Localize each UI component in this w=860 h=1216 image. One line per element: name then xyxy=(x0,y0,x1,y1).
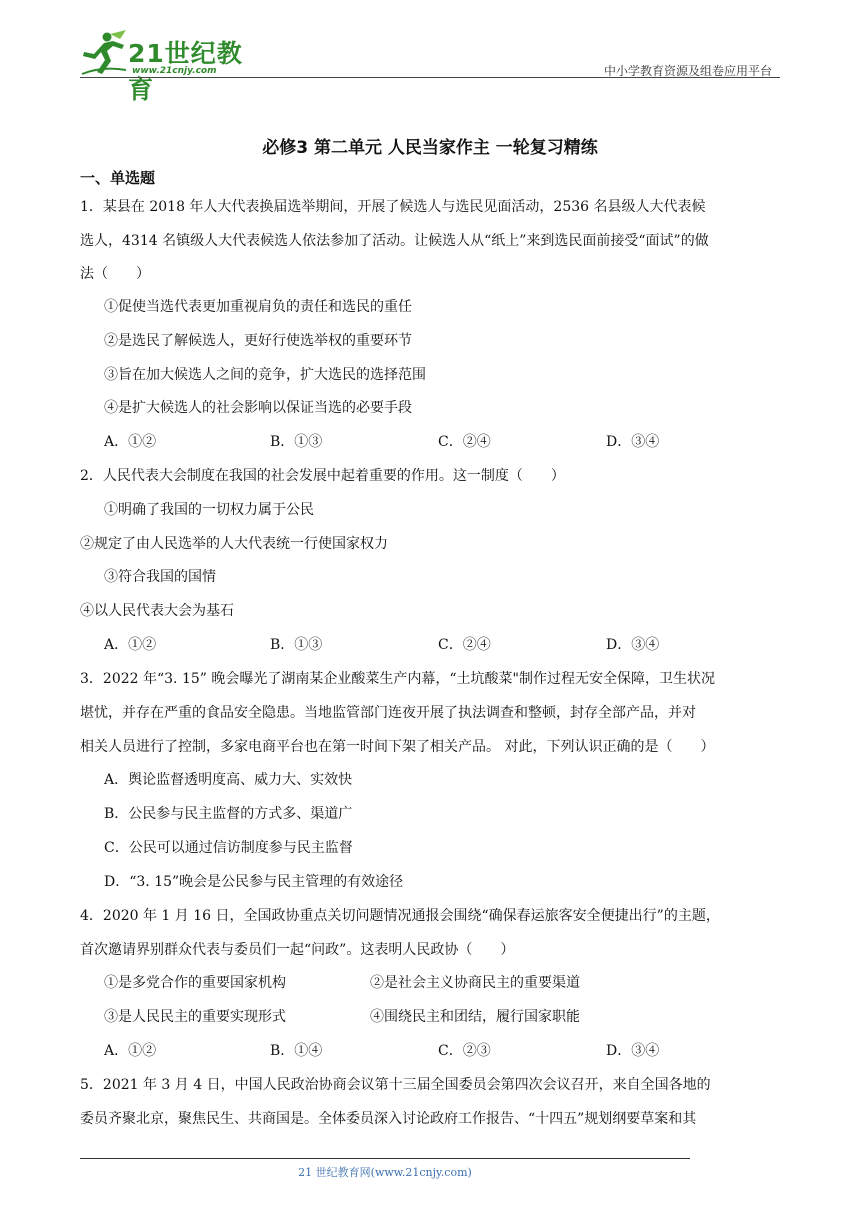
q3-stem-line-3: 相关人员进行了控制，多家电商平台也在第一时间下架了相关产品。 对此，下列认识正确的是（ ） xyxy=(80,739,715,755)
q1-option-b[interactable]: B．①③ xyxy=(270,434,323,450)
q1-stem-line-1: 1．某县在 2018 年人大代表换届选举期间，开展了候选人与选民见面活动，2536 名县级人大代表候 xyxy=(80,199,706,215)
q1-stem-line-3: 法（ ） xyxy=(80,266,150,282)
q1-stem-line-2: 选人，4314 名镇级人大代表候选人依法参加了活动。让候选人从“纸上”来到选民面前接受“面试”的做 xyxy=(80,233,709,249)
header-divider xyxy=(80,77,780,78)
q4-option-b[interactable]: B．①④ xyxy=(270,1043,323,1059)
footer-divider xyxy=(80,1158,690,1159)
q2-option-a[interactable]: A．①② xyxy=(104,637,157,653)
q4-statement-4: ④围绕民主和团结，履行国家职能 xyxy=(370,1009,580,1025)
q3-option-d[interactable]: D．“3. 15”晚会是公民参与民主管理的有效途径 xyxy=(104,874,404,890)
q2-option-b[interactable]: B．①③ xyxy=(270,637,323,653)
q4-option-a[interactable]: A．①② xyxy=(104,1043,157,1059)
q3-option-b[interactable]: B．公民参与民主监督的方式多、渠道广 xyxy=(104,806,353,822)
q2-statement-2: ②规定了由人民选举的人大代表统一行使国家权力 xyxy=(80,536,388,552)
q2-statement-3: ③符合我国的国情 xyxy=(104,569,216,585)
logo-text: 21世纪教育 xyxy=(128,39,243,104)
q4-option-d[interactable]: D．③④ xyxy=(606,1043,660,1059)
q4-option-c[interactable]: C．②③ xyxy=(438,1043,491,1059)
q4-statement-1: ①是多党合作的重要国家机构 xyxy=(104,975,286,991)
q4-statement-2: ②是社会主义协商民主的重要渠道 xyxy=(370,975,580,991)
q5-stem-line-1: 5．2021 年 3 月 4 日，中国人民政治协商会议第十三届全国委员会第四次会议召开，来自全国各地的 xyxy=(80,1077,711,1093)
q5-stem-line-2: 委员齐聚北京，聚焦民生、共商国是。全体委员深入讨论政府工作报告、“十四五”规划纲要草案和其 xyxy=(80,1111,697,1127)
footer-link[interactable]: 21 世纪教育网(www.21cnjy.com) xyxy=(298,1166,472,1179)
platform-name: 中小学教育资源及组卷应用平台 xyxy=(603,64,772,78)
runner-logo-icon xyxy=(80,30,128,76)
site-logo[interactable] xyxy=(80,28,250,104)
page-header xyxy=(80,28,780,104)
q2-option-d[interactable]: D．③④ xyxy=(606,637,660,653)
q4-statement-3: ③是人民民主的重要实现形式 xyxy=(104,1009,286,1025)
q3-option-a[interactable]: A．舆论监督透明度高、威力大、实效快 xyxy=(104,772,353,788)
q1-statement-1: ①促使当选代表更加重视肩负的责任和选民的重任 xyxy=(104,299,412,315)
q1-option-d[interactable]: D．③④ xyxy=(606,434,660,450)
q4-stem-line-2: 首次邀请界别群众代表与委员们一起“问政”。这表明人民政协（ ） xyxy=(80,942,515,958)
q2-statement-1: ①明确了我国的一切权力属于公民 xyxy=(104,502,314,518)
section-heading: 一、单选题 xyxy=(80,169,156,187)
q4-stem-line-1: 4．2020 年 1 月 16 日，全国政协重点关切问题情况通报会围绕“确保春运旅客安全便捷出行”的主题， xyxy=(80,908,720,924)
q1-option-c[interactable]: C．②④ xyxy=(438,434,491,450)
logo-url: www.21cnjy.com xyxy=(132,66,217,76)
q2-option-c[interactable]: C．②④ xyxy=(438,637,491,653)
q1-option-a[interactable]: A．①② xyxy=(104,434,157,450)
q1-statement-3: ③旨在加大候选人之间的竞争，扩大选民的选择范围 xyxy=(104,367,426,383)
q3-option-c[interactable]: C．公民可以通过信访制度参与民主监督 xyxy=(104,840,353,856)
q2-statement-4: ④以人民代表大会为基石 xyxy=(80,603,234,619)
q1-statement-4: ④是扩大候选人的社会影响以保证当选的必要手段 xyxy=(104,400,412,416)
q3-stem-line-2: 堪忧，并存在严重的食品安全隐患。当地监管部门连夜开展了执法调查和整顿，封存全部产品，并对 xyxy=(80,705,696,721)
document-title: 必修3 第二单元 人民当家作主 一轮复习精练 xyxy=(262,138,598,158)
q2-stem-line-1: 2．人民代表大会制度在我国的社会发展中起着重要的作用。这一制度（ ） xyxy=(80,468,565,484)
q3-stem-line-1: 3．2022 年“3. 15” 晚会曝光了湖南某企业酸菜生产内幕，“土坑酸菜"制作过程无安全保障，卫生状况 xyxy=(80,671,715,687)
q1-statement-2: ②是选民了解候选人，更好行使选举权的重要环节 xyxy=(104,333,412,349)
